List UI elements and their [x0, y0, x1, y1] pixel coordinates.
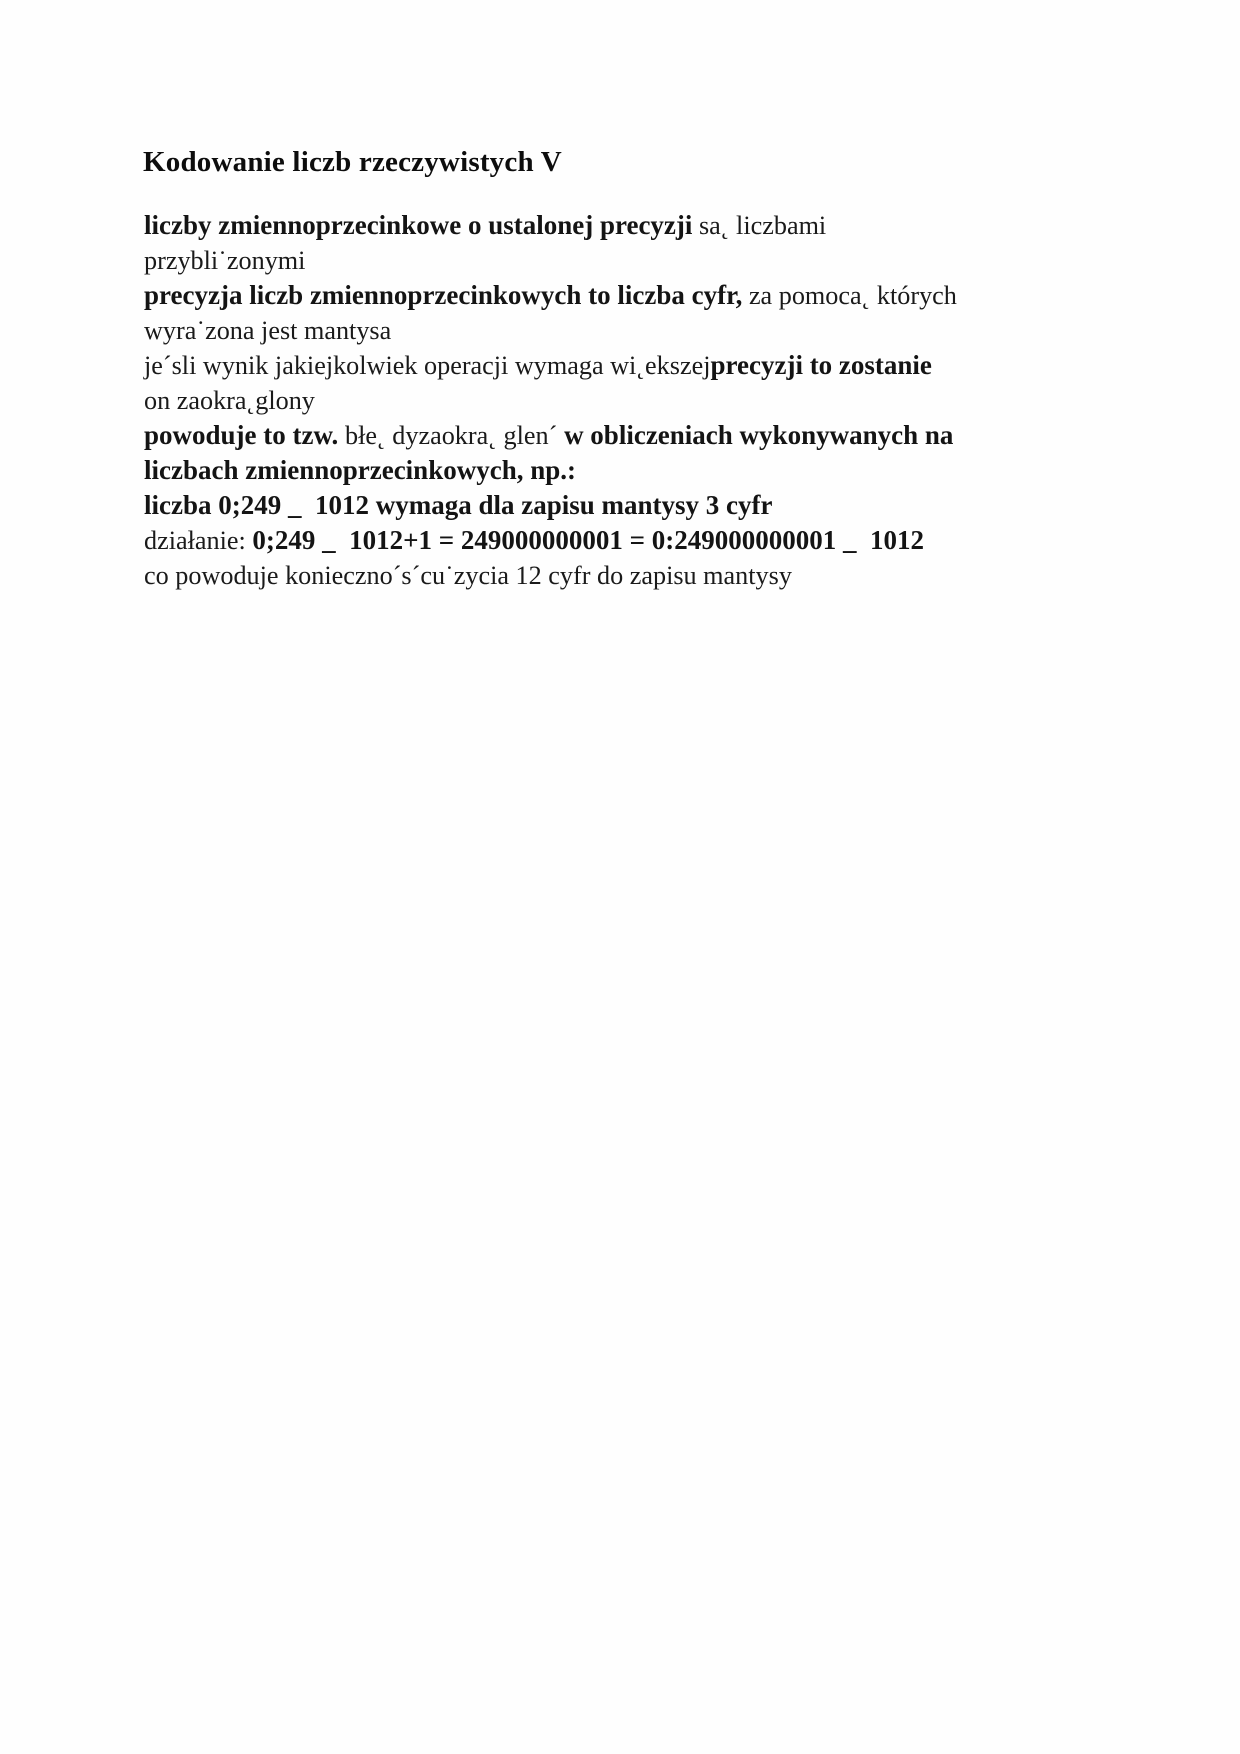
text-line — [144, 243, 1124, 278]
text-segment: liczby zmiennoprzecinkowe o ustalonej precyzji — [144, 210, 693, 240]
text-segment: liczbach zmiennoprzecinkowych, np.: — [144, 455, 576, 485]
text-line — [144, 523, 1124, 558]
text-segment: powoduje to tzw. — [144, 420, 345, 450]
text-segment: w obliczeniach wykonywanych na — [557, 420, 954, 450]
text-line — [144, 558, 1124, 593]
text-segment: liczba 0;249 _ 1012 wymaga dla zapisu mantysy 3 cyfr — [144, 490, 773, 520]
text-segment: sa˛ liczbami — [692, 211, 827, 240]
text-segment: przybli˙zonymi — [144, 246, 306, 275]
text-segment: błe˛ dyzaokra˛ glen´ — [345, 421, 558, 450]
text-segment: precyzja liczb zmiennoprzecinkowych to liczba cyfr, — [144, 280, 743, 310]
text-line — [144, 208, 1124, 243]
text-segment: je´sli wynik jakiejkolwiek operacji wymaga wi˛ekszej — [144, 351, 711, 380]
text-line — [144, 313, 1124, 348]
text-segment: co powoduje konieczno´s´cu˙zycia 12 cyfr do zapisu mantysy — [144, 561, 792, 590]
document-body — [144, 208, 1124, 593]
text-line — [144, 488, 1124, 523]
text-line — [144, 453, 1124, 488]
text-line — [144, 348, 1124, 383]
text-segment: działanie: — [144, 526, 253, 555]
text-segment: precyzji to zostanie — [710, 350, 932, 380]
text-segment: za pomoca˛ których — [742, 281, 957, 310]
text-segment: on zaokra˛glony — [144, 386, 315, 415]
text-line — [144, 383, 1124, 418]
text-line — [144, 418, 1124, 453]
text-segment: wyra˙zona jest mantysa — [144, 316, 392, 345]
text-line — [144, 278, 1124, 313]
text-segment: 0;249 _ 1012+1 = 249000000001 = 0:249000000001 _ 1012 — [252, 525, 924, 555]
page-title: Kodowanie liczb rzeczywistych V — [143, 146, 562, 178]
